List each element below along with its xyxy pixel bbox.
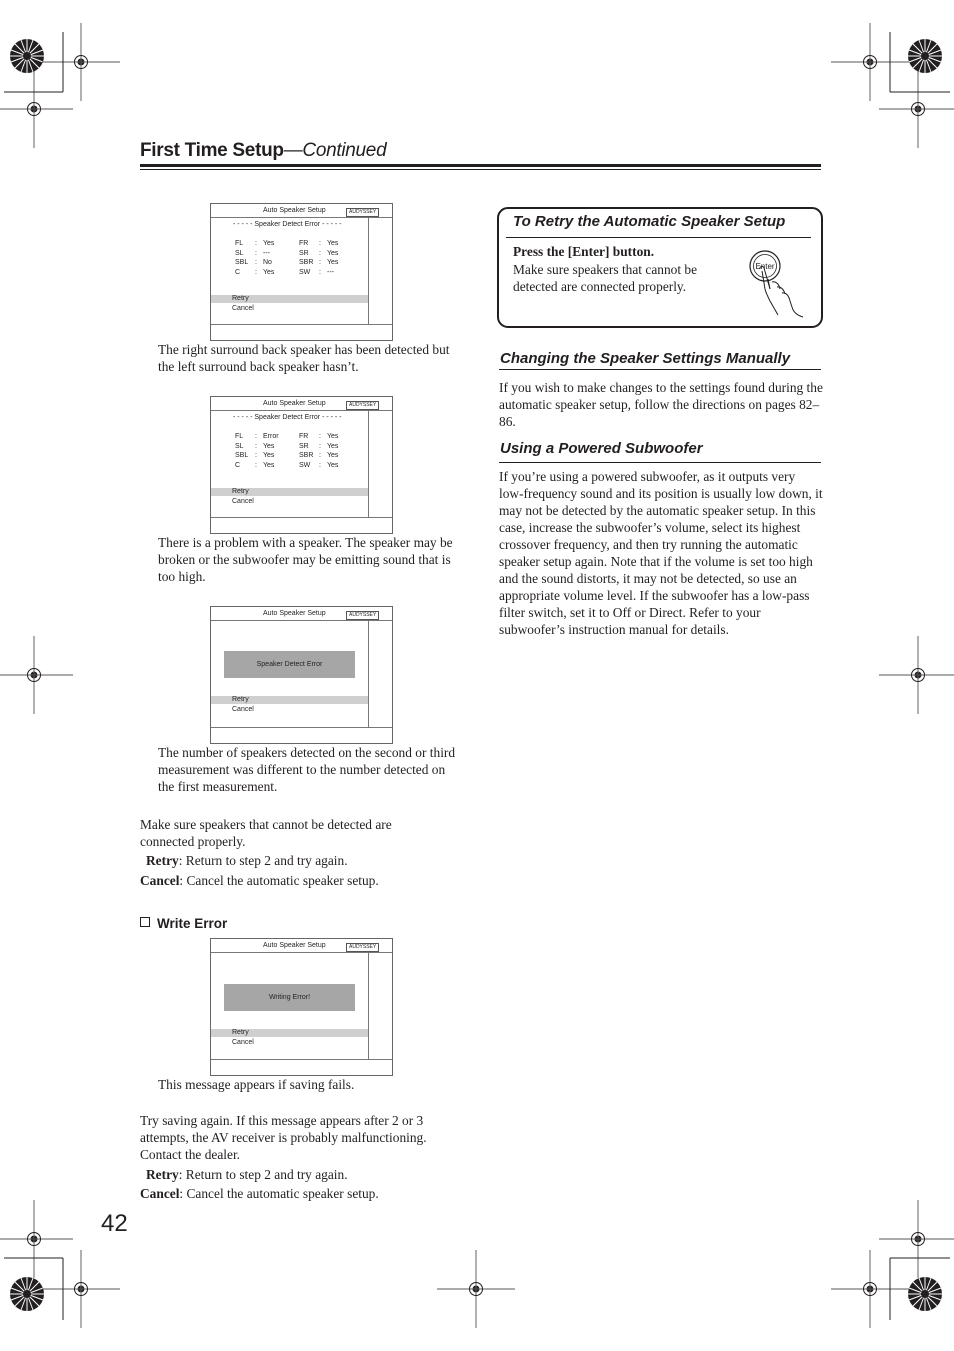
page-header xyxy=(140,140,386,162)
retry-instruction-text: Press the [Enter] button. xyxy=(513,244,655,259)
colon: : xyxy=(255,433,257,440)
subwoofer-text: If you’re using a powered subwoofer, as it outputs very low-frequency sound and its position is usually low down, it may not be detected by the automatic speaker setup. In this case, increase the subwoofer’s volume, select its highest crossover frequency, and then try running the automatic speaker setup again. Note that if the volume is set too high and the sound distorts, it may not be detected, so use an appropriate volume level. If the subwoofer has a low-pass filter switch, set it to Off or Direct. Refer to your subwoofer’s instruction manual for details. xyxy=(499,469,823,637)
colon: : xyxy=(255,462,257,470)
detect-cancel-line xyxy=(140,872,460,889)
screen1-caption: The right surround back speaker has been detected but the left surround back speaker hasn’t. xyxy=(158,342,450,374)
speaker-value: Yes xyxy=(327,442,339,450)
colon: : xyxy=(255,442,257,450)
cancel-text: : Cancel the automatic speaker setup. xyxy=(179,1186,379,1201)
retry-label: Retry xyxy=(146,853,179,868)
header-rule xyxy=(140,164,821,167)
speaker-key: SBR xyxy=(299,259,314,267)
osd-bottom-line xyxy=(211,324,392,325)
speaker-key: SL xyxy=(235,249,244,257)
speaker-status-table xyxy=(235,432,338,471)
speaker-key: SBL xyxy=(235,452,249,460)
colon: : xyxy=(319,240,321,247)
osd-menu xyxy=(232,294,254,314)
audyssey-logo: AUDYSSEY xyxy=(346,401,379,410)
osd-menu xyxy=(232,695,254,715)
write-error-heading xyxy=(140,916,227,931)
speaker-status-table xyxy=(235,239,338,278)
screen2-caption: There is a problem with a speaker. The speaker may be broken or the subwoofer may be emitting sound that is too high. xyxy=(158,535,453,584)
menu-item-cancel[interactable]: Cancel xyxy=(232,706,254,713)
speaker-value: Yes xyxy=(263,240,275,247)
subwoofer-heading: Using a Powered Subwoofer xyxy=(500,440,703,457)
speaker-key: C xyxy=(235,269,241,277)
osd-scrollbar xyxy=(368,953,369,1059)
retry-text: : Return to step 2 and try again. xyxy=(178,853,348,868)
osd-title: Auto Speaker Setup xyxy=(263,207,326,214)
speaker-row xyxy=(235,268,338,278)
detect-retry-line xyxy=(146,852,466,869)
speaker-detect-error-heading: - - - - - Speaker Detect Error - - - - - xyxy=(233,414,342,421)
speaker-value: Yes xyxy=(327,462,339,470)
manual-heading: Changing the Speaker Settings Manually xyxy=(500,350,791,367)
speaker-key: SBR xyxy=(299,452,314,460)
speaker-value: Yes xyxy=(327,249,339,257)
osd-title: Auto Speaker Setup xyxy=(263,610,326,617)
osd-menu xyxy=(232,1028,254,1048)
speaker-value: Error xyxy=(263,433,279,440)
audyssey-logo: AUDYSSEY xyxy=(346,943,379,952)
osd-scrollbar xyxy=(368,411,369,517)
retry-box-title: To Retry the Automatic Speaker Setup xyxy=(513,213,786,230)
osd-bottom-line xyxy=(211,1059,392,1060)
speaker-value: --- xyxy=(327,269,334,277)
enter-button-icon xyxy=(746,249,808,319)
speaker-row xyxy=(235,461,338,471)
cancel-text: : Cancel the automatic speaker setup. xyxy=(179,873,379,888)
speaker-detect-error-message: Speaker Detect Error xyxy=(224,651,355,678)
osd-screen-1 xyxy=(210,203,393,341)
speaker-key: C xyxy=(235,462,241,470)
colon: : xyxy=(319,442,321,450)
speaker-value: --- xyxy=(263,249,270,257)
menu-item-retry[interactable]: Retry xyxy=(232,1029,249,1036)
speaker-row xyxy=(235,258,338,268)
speaker-value: Yes xyxy=(263,452,275,460)
colon: : xyxy=(255,249,257,257)
speaker-key: SW xyxy=(299,462,311,470)
speaker-value: Yes xyxy=(263,462,275,470)
colon: : xyxy=(319,269,321,277)
speaker-key: FR xyxy=(299,433,309,440)
retry-label: Retry xyxy=(146,1167,179,1182)
osd-separator xyxy=(211,952,392,953)
speaker-key: SBL xyxy=(235,259,249,267)
colon: : xyxy=(255,452,257,460)
colon: : xyxy=(319,259,321,267)
menu-item-cancel[interactable]: Cancel xyxy=(232,498,254,505)
speaker-key: FL xyxy=(235,433,244,440)
osd-menu xyxy=(232,487,254,507)
colon: : xyxy=(255,269,257,277)
page-number: 42 xyxy=(101,1210,128,1237)
write-cancel-line xyxy=(140,1185,460,1202)
speaker-row xyxy=(235,432,338,442)
write-retry-line xyxy=(146,1166,466,1183)
header-title: First Time Setup xyxy=(140,140,284,161)
write-error-title: Write Error xyxy=(157,916,228,931)
speaker-row xyxy=(235,249,338,259)
retry-box-text: Make sure speakers that cannot be detected are connected properly. xyxy=(513,262,698,294)
osd-separator xyxy=(211,620,392,621)
header-continued: —Continued xyxy=(283,140,387,161)
colon: : xyxy=(255,259,257,267)
osd-scrollbar xyxy=(368,621,369,727)
osd-screen-write-error xyxy=(210,938,393,1076)
retry-text: : Return to step 2 and try again. xyxy=(178,1167,348,1182)
manual-heading-rule xyxy=(499,369,821,370)
speaker-key: FL xyxy=(235,240,244,247)
speaker-value: Yes xyxy=(327,433,339,440)
speaker-key: SL xyxy=(235,442,244,450)
osd-scrollbar xyxy=(368,218,369,324)
menu-item-retry[interactable]: Retry xyxy=(232,696,249,703)
write-error-caption: This message appears if saving fails. xyxy=(158,1077,355,1092)
menu-item-retry[interactable]: Retry xyxy=(232,295,249,302)
checkbox-bullet-icon xyxy=(140,917,150,927)
colon: : xyxy=(319,433,321,440)
osd-separator xyxy=(211,410,392,411)
osd-screen-2 xyxy=(210,396,393,534)
speaker-row xyxy=(235,442,338,452)
writing-error-message: Writing Error! xyxy=(224,984,355,1011)
speaker-value: Yes xyxy=(263,269,275,277)
colon: : xyxy=(255,240,257,247)
screen3-caption: The number of speakers detected on the second or third measurement was different to the number detected on the first measurement. xyxy=(158,745,456,794)
menu-item-cancel[interactable]: Cancel xyxy=(232,305,254,312)
colon: : xyxy=(319,462,321,470)
menu-item-retry[interactable]: Retry xyxy=(232,488,249,495)
menu-item-cancel[interactable]: Cancel xyxy=(232,1039,254,1046)
write-error-text: Try saving again. If this message appears after 2 or 3 attempts, the AV receiver is probably malfunctioning. Contact the dealer. xyxy=(140,1113,427,1162)
speaker-row xyxy=(235,239,338,249)
manual-text: If you wish to make changes to the settings found during the automatic speaker setup, follow the directions on pages 82–86. xyxy=(499,380,823,429)
speaker-key: SR xyxy=(299,249,309,257)
osd-bottom-line xyxy=(211,517,392,518)
colon: : xyxy=(319,452,321,460)
osd-bottom-line xyxy=(211,727,392,728)
audyssey-logo: AUDYSSEY xyxy=(346,208,379,217)
osd-separator xyxy=(211,217,392,218)
speaker-detect-error-heading: - - - - - Speaker Detect Error - - - - - xyxy=(233,221,342,228)
retry-instruction xyxy=(513,243,743,260)
subwoofer-heading-rule xyxy=(499,462,821,463)
speaker-value: Yes xyxy=(327,240,339,247)
colon: : xyxy=(319,249,321,257)
speaker-key: SW xyxy=(299,269,311,277)
enter-button-label: Enter xyxy=(755,262,775,271)
cancel-label: Cancel xyxy=(140,873,180,888)
detect-note-text: Make sure speakers that cannot be detected are connected properly. xyxy=(140,817,392,849)
speaker-row xyxy=(235,451,338,461)
osd-title: Auto Speaker Setup xyxy=(263,400,326,407)
speaker-key: SR xyxy=(299,442,309,450)
header-rule-thin xyxy=(140,169,821,170)
osd-screen-3 xyxy=(210,606,393,744)
audyssey-logo: AUDYSSEY xyxy=(346,611,379,620)
speaker-value: Yes xyxy=(263,442,275,450)
cancel-label: Cancel xyxy=(140,1186,180,1201)
speaker-value: Yes xyxy=(327,452,339,460)
retry-title-rule xyxy=(506,237,811,238)
speaker-value: No xyxy=(263,259,272,267)
osd-title: Auto Speaker Setup xyxy=(263,942,326,949)
speaker-key: FR xyxy=(299,240,309,247)
speaker-value: Yes xyxy=(327,259,339,267)
